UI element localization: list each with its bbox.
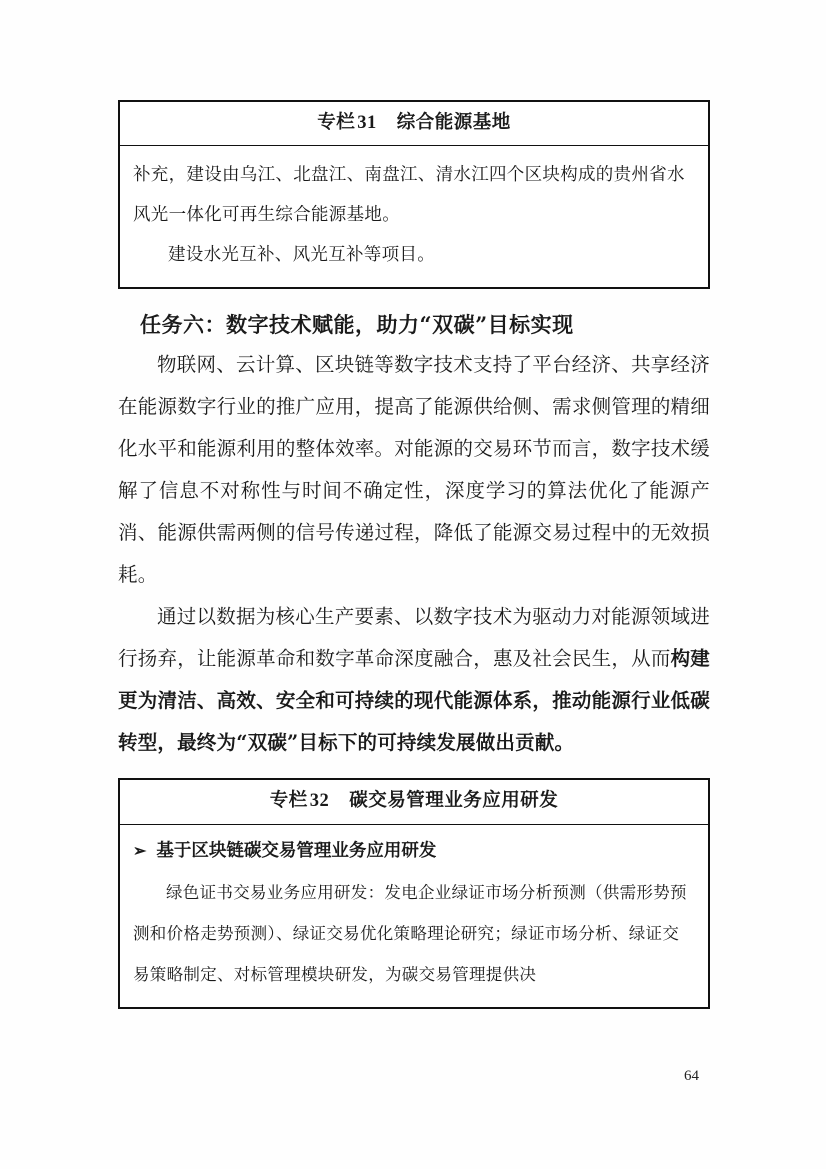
body-paragraph-2-plain: 通过以数据为核心生产要素、以数字技术为驱动力对能源领域进行扬弃，让能源革命和数字革命深度融合，惠及社会民生，从而 [118, 605, 710, 671]
callout-32-title [120, 780, 708, 824]
section-heading-task-six: 任务六：数字技术赋能，助力“双碳”目标实现 [140, 312, 574, 338]
page-content [118, 100, 710, 1009]
callout-31-title-number: 31 [357, 113, 377, 133]
spacer [118, 764, 710, 778]
callout-32-title-text: 碳交易管理业务应用研发 [349, 790, 559, 812]
body-paragraph-2-bold: 构建更为清洁、高效、安全和可持续的现代能源体系，推动能源行业低碳转型，最终为“双碳”目标下的可持续发展做出贡献。 [118, 647, 710, 755]
callout-31-title [120, 102, 708, 146]
body-paragraph-1: 物联网、云计算、区块链等数字技术支持了平台经济、共享经济在能源数字行业的推广应用，提高了能源供给侧、需求侧管理的精细化水平和能源利用的整体效率。对能源的交易环节而言，数字技术缓解了信息不对称性与时间不确定性，深度学习的算法优化了能源产消、能源供需两侧的信号传递过程，降低了能源交易过程中的无效损耗。 [118, 353, 710, 587]
callout-31-body [120, 146, 708, 287]
callout-31-paragraph-2: 建设水光互补、风光互补等项目。 [168, 245, 435, 266]
callout-32-paragraph: 绿色证书交易业务应用研发：发电企业绿证市场分析预测（供需形势预测和价格走势预测）、绿证交易优化策略理论研究；绿证市场分析、绿证交易策略制定、对标管理模块研发，为碳交易管理提供决 [133, 882, 687, 984]
callout-box-31 [118, 100, 710, 289]
callout-31-paragraph-1: 补充，建设由乌江、北盘江、南盘江、清水江四个区块构成的贵州省水风光一体化可再生综合能源基地。 [133, 165, 685, 226]
callout-32-bullet-heading: 基于区块链碳交易管理业务应用研发 [156, 840, 437, 861]
callout-32-title-number: 32 [309, 791, 330, 812]
body-paragraph-2 [118, 596, 710, 764]
arrow-bullet-icon: ➢ [133, 840, 147, 860]
callout-32-body [120, 825, 708, 1007]
callout-31-title-label: 专栏 [317, 112, 356, 133]
page-number: 64 [684, 1068, 699, 1084]
callout-32-title-label: 专栏 [269, 790, 308, 812]
callout-32-bullet-heading-row [133, 834, 695, 868]
callout-box-32 [118, 778, 710, 1008]
callout-31-title-text: 综合能源基地 [396, 112, 511, 133]
